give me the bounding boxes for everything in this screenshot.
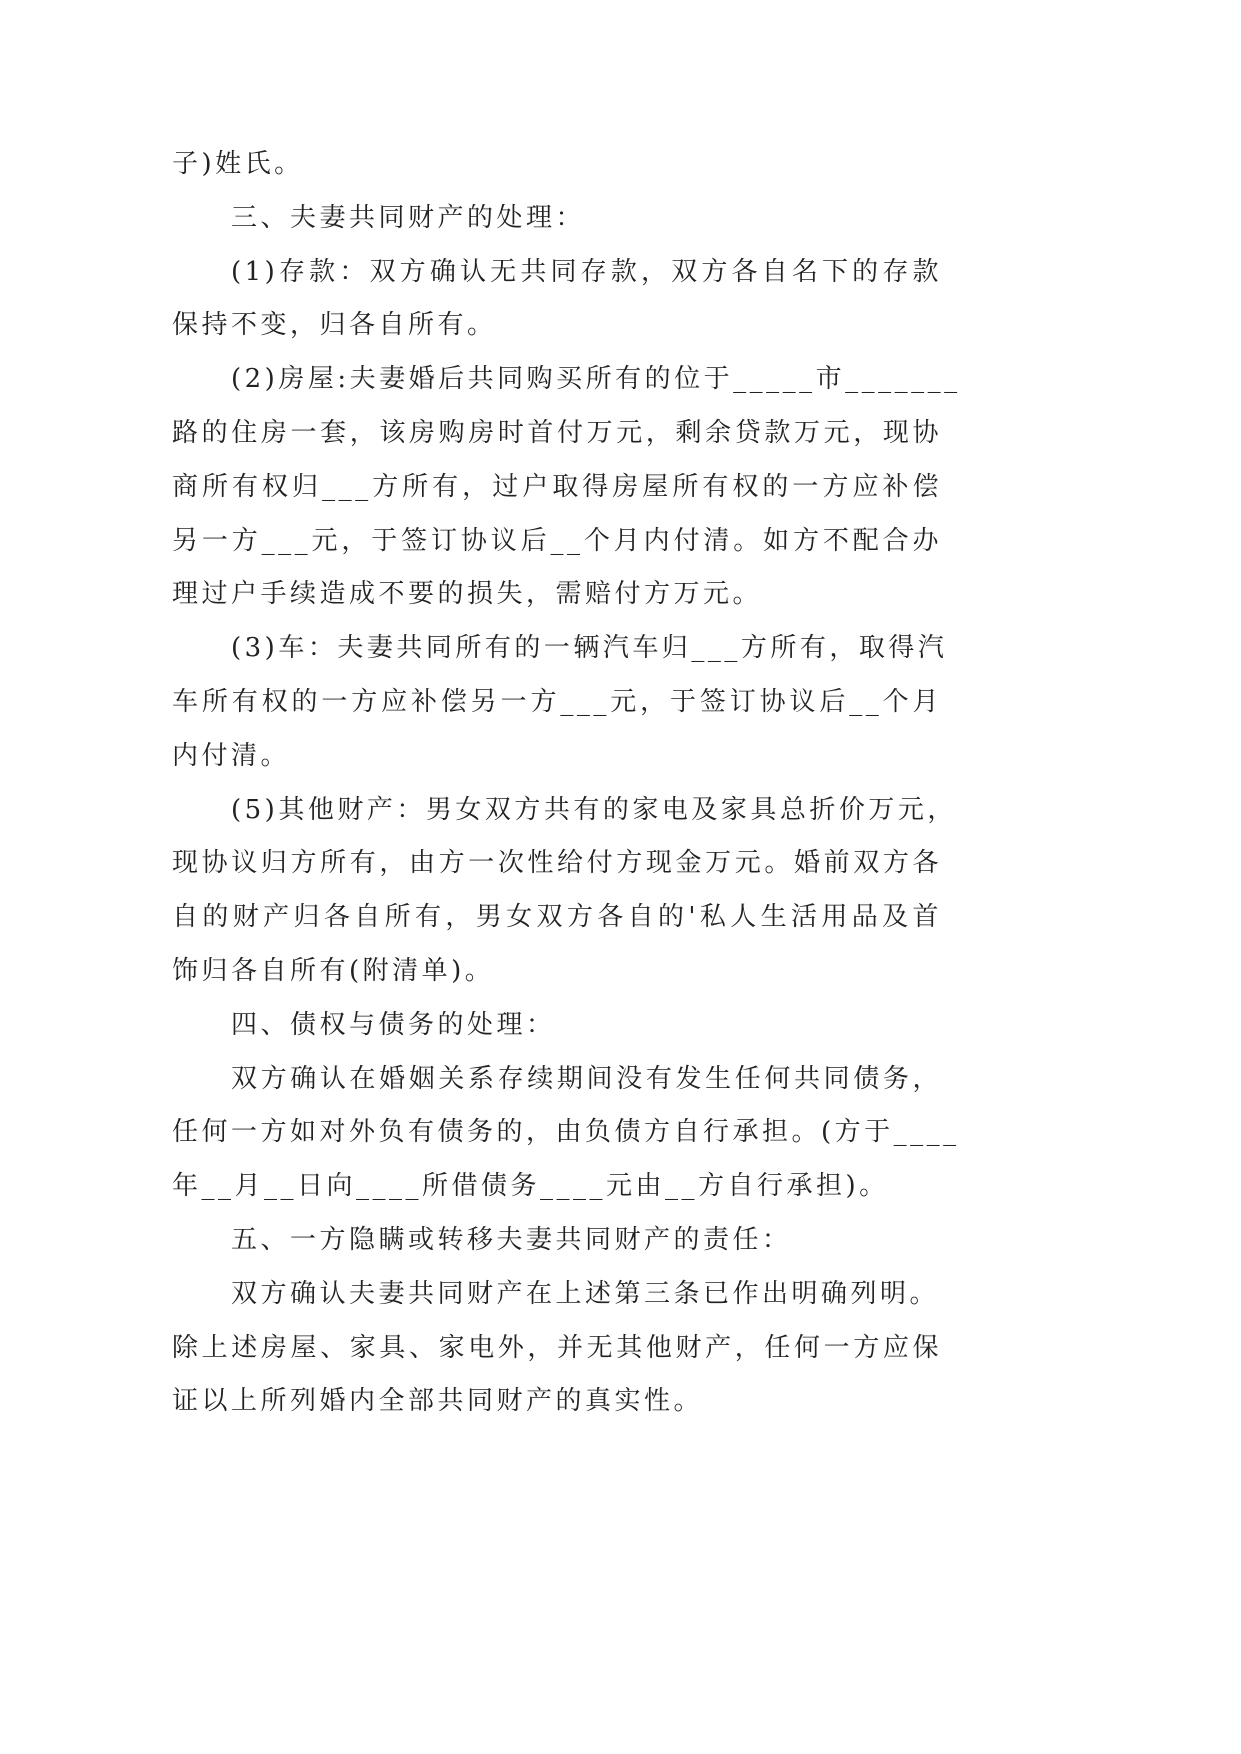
text-line: 另一方___元，于签订协议后__个月内付清。如方不配合办 [172,525,942,556]
text-line: 双方确认在婚姻关系存续期间没有发生任何共同债务， [231,1063,942,1094]
section-heading [172,192,962,246]
text-line: 证以上所列婚内全部共同财产的真实性。 [172,1386,704,1417]
paragraph [172,246,962,354]
text-line: (1)存款：双方确认无共同存款，双方各自名下的存款 [231,256,942,287]
text-line: 保持不变，归各自所有。 [172,310,497,341]
text-line: 内付清。 [172,740,291,771]
paragraph [172,784,962,999]
text-line: 理过户手续造成不要的损失，需赔付方万元。 [172,579,763,610]
text-line: 商所有权归___方所有，过户取得房屋所有权的一方应补偿 [172,471,942,502]
text-line: 现协议归方所有，由方一次性给付方现金万元。婚前双方各 [172,848,942,879]
text-line: 双方确认夫妻共同财产在上述第三条已作出明确列明。 [231,1278,940,1309]
text-line: 子)姓氏。 [172,149,304,179]
section-heading-text: 三、夫妻共同财产的处理： [231,202,586,233]
section-heading [172,999,962,1053]
document-body [172,138,962,1429]
text-line: 车所有权的一方应补偿另一方___元，于签订协议后__个月 [172,686,942,717]
section-heading [172,1214,962,1268]
text-line: 除上述房屋、家具、家电外，并无其他财产，任何一方应保 [172,1332,942,1363]
paragraph [172,1053,962,1214]
paragraph [172,353,962,622]
text-line: 路的住房一套，该房购房时首付万元，剩余贷款万元，现协 [172,417,942,448]
text-line: (2)房屋:夫妻婚后共同购买所有的位于_____市_______ [231,364,961,395]
paragraph [172,622,962,783]
text-line: 任何一方如对外负有债务的，由负债方自行承担。(方于____ [172,1117,960,1148]
section-heading-text: 五、一方隐瞒或转移夫妻共同财产的责任： [231,1224,792,1255]
text-line: 年__月__日向____所借债务____元由__方自行承担)。 [172,1171,889,1202]
paragraph [172,1268,962,1429]
section-heading-text: 四、债权与债务的处理： [231,1009,556,1040]
text-line: 自的财产归各自所有，男女双方各自的'私人生活用品及首 [172,902,942,933]
text-line: 饰归各自所有(附清单)。 [172,955,495,986]
text-line: (5)其他财产：男女双方共有的家电及家具总折价万元， [231,794,957,825]
text-line: (3)车：夫妻共同所有的一辆汽车归___方所有，取得汽 [231,633,948,664]
paragraph [172,138,962,192]
